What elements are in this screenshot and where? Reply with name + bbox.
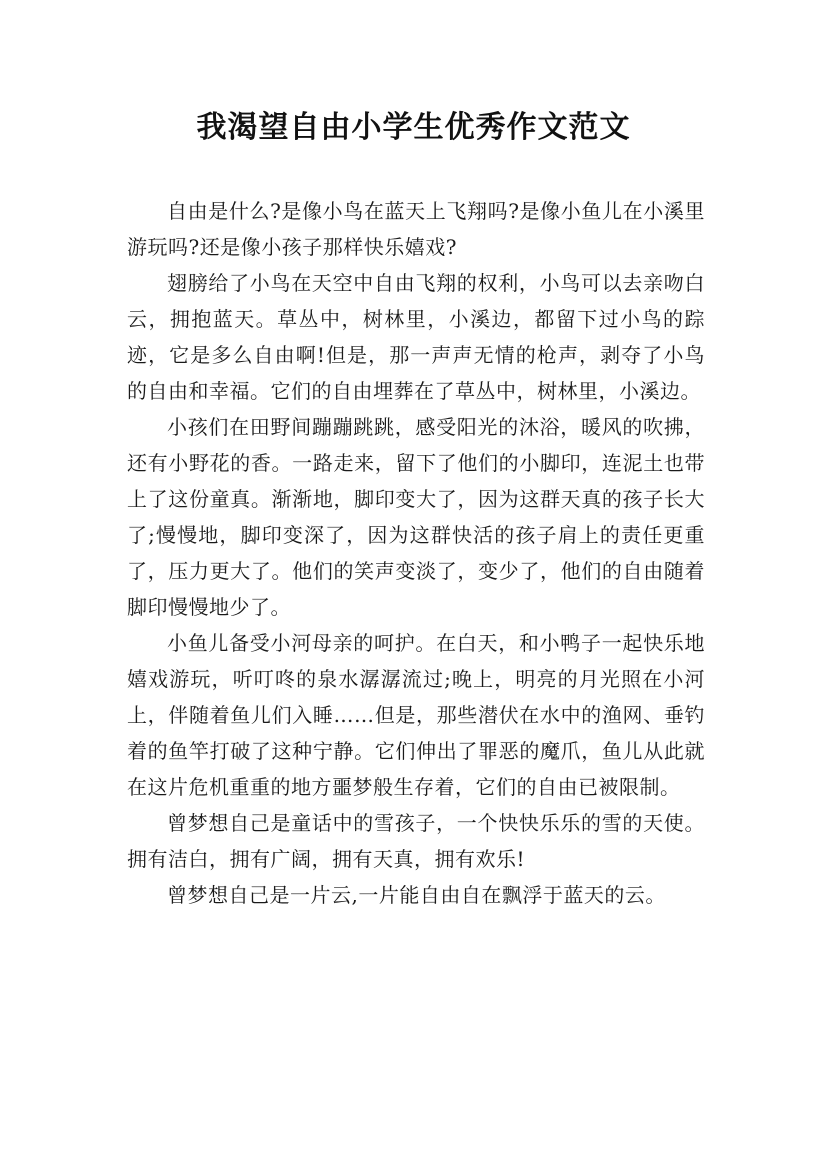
paragraph: 小孩们在田野间蹦蹦跳跳，感受阳光的沐浴，暖风的吹拂，还有小野花的香。一路走来，留下了他们的小脚印，连泥土也带上了这份童真。渐渐地，脚印变大了，因为这群天真的孩子长大了;慢慢地，脚印变深了，因为这群快活的孩子肩上的责任更重了，压力更大了。他们的笑声变淡了，变少了，他们的自由随着脚印慢慢地少了。 — [127, 415, 705, 619]
paragraph: 自由是什么?是像小鸟在蓝天上飞翔吗?是像小鱼儿在小溪里游玩吗?还是像小孩子那样快乐嬉戏? — [127, 199, 705, 259]
paragraph: 曾梦想自己是一片云,一片能自由自在飘浮于蓝天的云。 — [167, 883, 666, 907]
paragraph: 曾梦想自己是童话中的雪孩子，一个快快乐乐的雪的天使。拥有洁白，拥有广阔，拥有天真，拥有欢乐! — [127, 811, 705, 871]
paragraph: 翅膀给了小鸟在天空中自由飞翔的权利，小鸟可以去亲吻白云，拥抱蓝天。草丛中，树林里，小溪边，都留下过小鸟的踪迹，它是多么自由啊!但是，那一声声无情的枪声，剥夺了小鸟的自由和幸福。它们的自由埋葬在了草丛中，树林里，小溪边。 — [127, 271, 705, 403]
paragraph: 小鱼儿备受小河母亲的呵护。在白天，和小鸭子一起快乐地嬉戏游玩，听叮咚的泉水潺潺流过;晚上，明亮的月光照在小河上，伴随着鱼儿们入睡……但是，那些潜伏在水中的渔网、垂钓着的鱼竿打破了这种宁静。它们伸出了罪恶的魔爪，鱼儿从此就在这片危机重重的地方噩梦般生存着，它们的自由已被限制。 — [127, 631, 705, 799]
document-body — [127, 193, 705, 913]
document-title: 我渴望自由小学生优秀作文范文 — [196, 110, 631, 145]
